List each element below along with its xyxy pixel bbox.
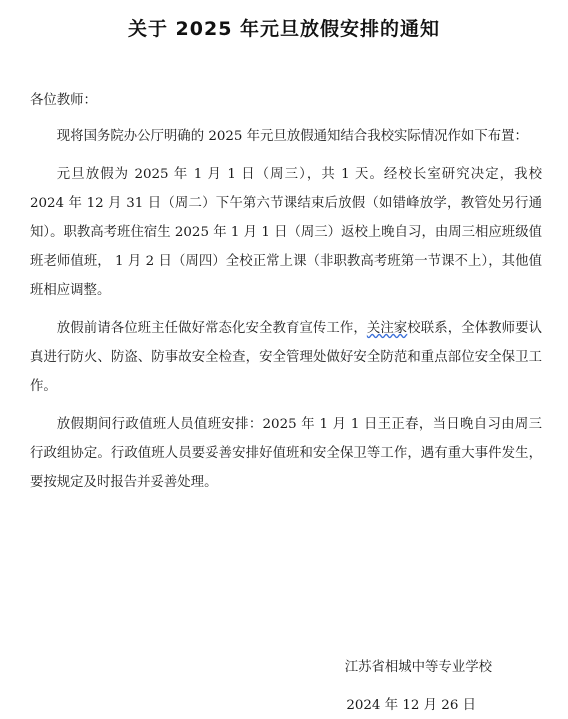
spellcheck-underlined-text: 关注家 bbox=[366, 321, 408, 336]
paragraph-duty-arrangement: 放假期间行政值班人员值班安排：2025 年 1 月 1 日王正春，当日晚自习由周三行政组协定。行政值班人员要妥善安排好值班和安全保卫等工作，遇有重大事件发生，要按规定及时报告并妥善处理。 bbox=[30, 417, 542, 490]
salutation: 各位教师： bbox=[30, 93, 97, 108]
notice-title: 关于 2025 年元旦放假安排的通知 bbox=[127, 18, 441, 40]
paragraph-intro: 现将国务院办公厅明确的 2025 年元旦放假通知结合我校实际情况作如下布置： bbox=[56, 129, 528, 144]
paragraph-safety-part1: 放假前请各位班主任做好常态化安全教育宣传工作， bbox=[56, 321, 367, 336]
paragraph-safety-part2: 校联系，全体教师要认真进行防火、防盗、防事故安全检查，安全管理处做好安全防范和重点部位安全保卫工作。 bbox=[30, 321, 543, 394]
school-signature: 江苏省相城中等专业学校 bbox=[344, 660, 492, 675]
issue-date: 2024 年 12 月 26 日 bbox=[346, 698, 476, 713]
paragraph-safety bbox=[30, 314, 542, 401]
paragraph-holiday-schedule: 元旦放假为 2025 年 1 月 1 日（周三），共 1 天。经校长室研究决定，我校 2024 年 12 月 31 日（周二）下午第六节课结束后放假（如错峰放学，教管处另行通知）。职教高考班住宿生 2025 年 1 月 1 日（周三）返校上晚自习，由周三相应班级值班老师值班， 1 月 2 日（周四）全校正常上课（非职教高考班第一节课不上），其他值班相应调整。 bbox=[30, 167, 542, 298]
notice-body bbox=[30, 86, 542, 506]
